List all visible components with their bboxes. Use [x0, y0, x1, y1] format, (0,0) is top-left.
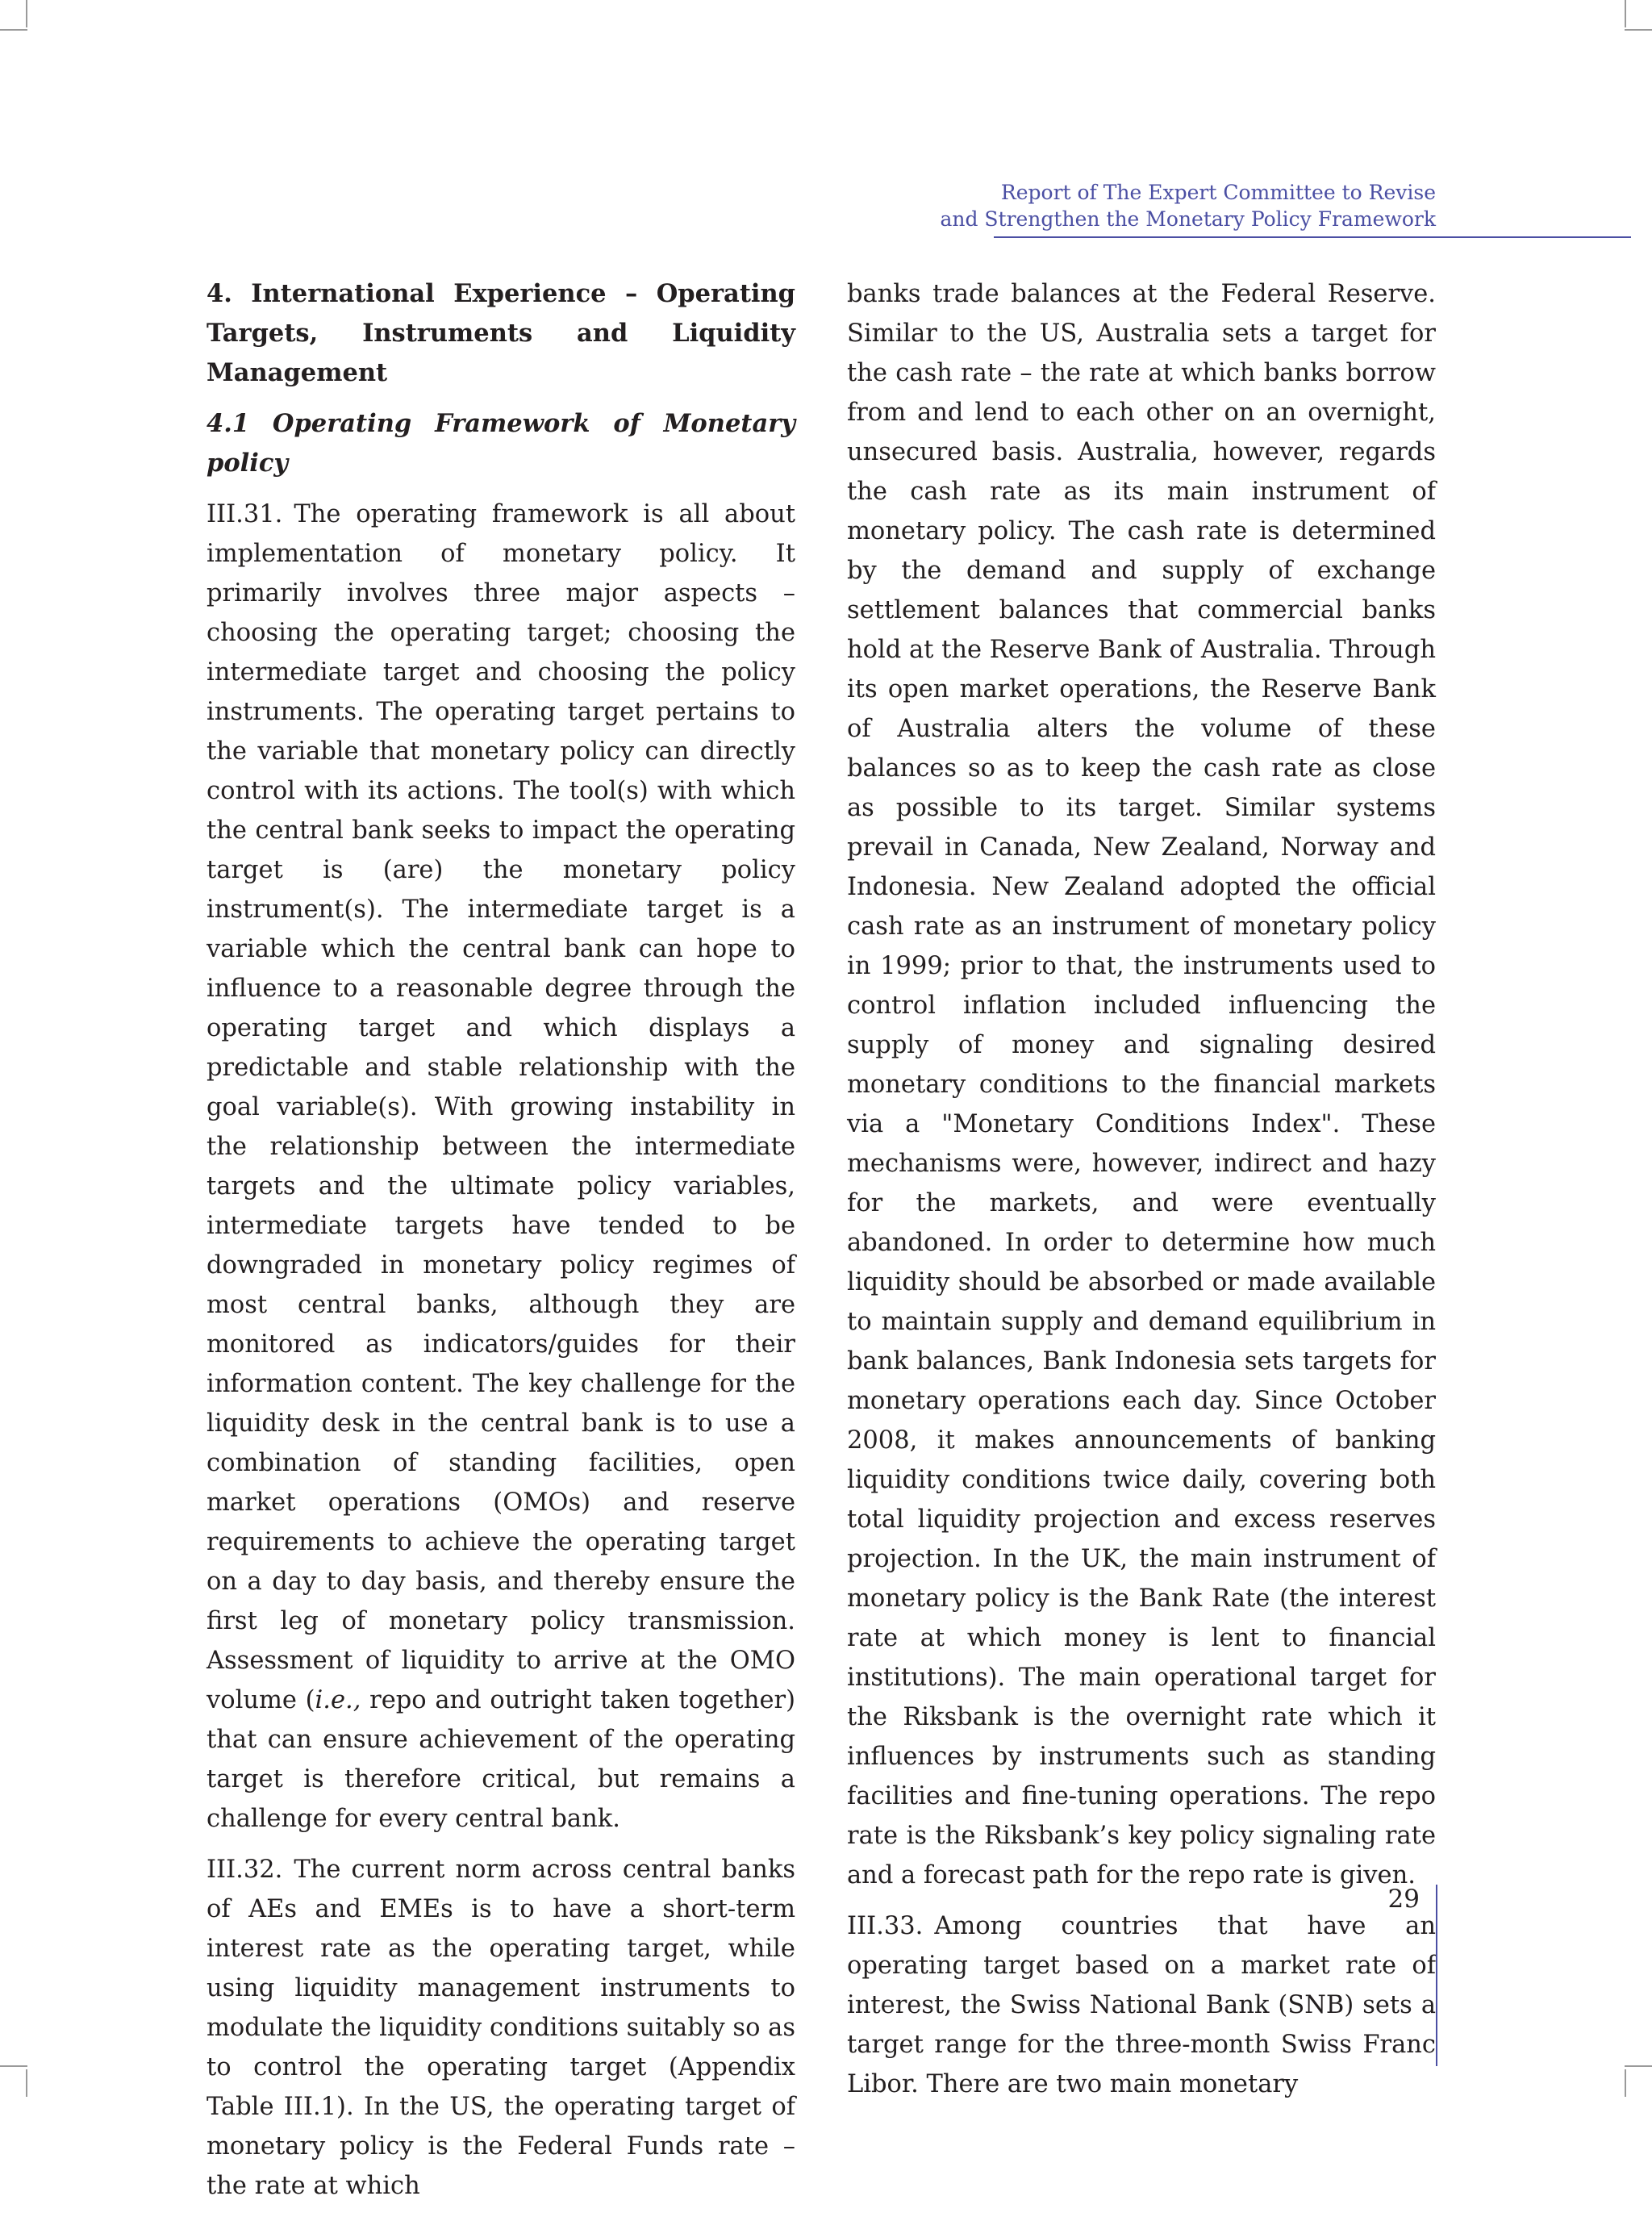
crop-mark: [26, 2069, 27, 2097]
paragraph-text: repo and outright taken together) that can ensure achievement of the operating target is therefore critical, but remains a challenge for every central bank.: [206, 1686, 795, 1833]
crop-mark: [26, 0, 27, 27]
running-header: [940, 179, 1436, 232]
paragraph-italic-text: i.e.,: [315, 1686, 361, 1714]
paragraph-text: The current norm across central banks of AEs and EMEs is to have a short-term interest rate as the operating target, while using liquidity management instruments to modulate the liquidity conditions suitably so as to control the operating target (Appendix Table III.1). In the US, the operating target of monetary policy is the Federal Funds rate – the rate at which: [206, 1856, 795, 2200]
crop-mark: [1625, 2069, 1626, 2097]
crop-mark: [1625, 2065, 1652, 2067]
subsection-heading: 4.1 Operating Framework of Monetary policy: [206, 409, 795, 478]
left-column: [206, 274, 795, 2217]
crop-mark: [0, 2065, 27, 2067]
crop-mark: [1625, 0, 1626, 27]
crop-mark: [1625, 29, 1652, 31]
paragraph-iii-31: [206, 495, 795, 1839]
page-number: 29: [1387, 1885, 1420, 1914]
paragraph-number: III.32.: [206, 1856, 283, 1884]
running-header-line-2: and Strengthen the Monetary Policy Framework: [940, 207, 1436, 231]
running-header-line-1: Report of The Expert Committee to Revise: [1000, 181, 1436, 204]
header-rule: [994, 236, 1631, 238]
paragraph-text: Among countries that have an operating target based on a market rate of interest, the Swiss National Bank (SNB) sets a target range for the three-month Swiss Franc Libor. There are two main monetary: [847, 1912, 1436, 2098]
paragraph-number: III.33.: [847, 1912, 924, 1940]
section-heading: 4. International Experience – Operating Targets, Instruments and Liquidity Management: [206, 279, 795, 387]
paragraph-number: III.31.: [206, 500, 283, 528]
paragraph-iii-32: [206, 1850, 795, 2206]
page-number-rule: [1436, 1885, 1437, 2066]
paragraph-text: The operating framework is all about implementation of monetary policy. It primarily involves three major aspects – choosing the operating target; choosing the intermediate target and choosing the policy instruments. The operating target pertains to the variable that monetary policy can directly control with its actions. The tool(s) with which the central bank seeks to impact the operating target is (are) the monetary policy instrument(s). The intermediate target is a variable which the central bank can hope to influence to a reasonable degree through the operating target and which displays a predictable and stable relationship with the goal variable(s). With growing instability in the relationship between the intermediate targets and the ultimate policy variables, intermediate targets have tended to be downgraded in monetary policy regimes of most central banks, although they are monitored as indicators/guides for their information content. The key challenge for the liquidity desk in the central bank is to use a combination of standing facilities, open market operations (OMOs) and reserve requirements to achieve the operating target on a day to day basis, and thereby ensure the first leg of monetary policy transmission. Assessment of liquidity to arrive at the OMO volume (: [206, 500, 795, 1714]
right-column: [847, 274, 1436, 2115]
paragraph-iii-33: [847, 1906, 1436, 2104]
crop-mark: [0, 29, 27, 31]
paragraph-iii-32-continued: banks trade balances at the Federal Reserve. Similar to the US, Australia sets a target for the cash rate – the rate at which banks borrow from and lend to each other on an overnight, unsecured basis. Australia, however, regards the cash rate as its main instrument of monetary policy. The cash rate is determined by the demand and supply of exchange settlement balances that commercial banks hold at the Reserve Bank of Australia. Through its open market operations, the Reserve Bank of Australia alters the volume of these balances so as to keep the cash rate as close as possible to its target. Similar systems prevail in Canada, New Zealand, Norway and Indonesia. New Zealand adopted the official cash rate as an instrument of monetary policy in 1999; prior to that, the instruments used to control inflation included influencing the supply of money and signaling desired monetary conditions to the financial markets via a "Monetary Conditions Index". These mechanisms were, however, indirect and hazy for the markets, and were eventually abandoned. In order to determine how much liquidity should be absorbed or made available to maintain supply and demand equilibrium in bank balances, Bank Indonesia sets targets for monetary operations each day. Since October 2008, it makes announcements of banking liquidity conditions twice daily, covering both total liquidity projection and excess reserves projection. In the UK, the main instrument of monetary policy is the Bank Rate (the interest rate at which money is lent to financial institutions). The main operational target for the Riksbank is the overnight rate which it influences by instruments such as standing facilities and fine-tuning operations. The repo rate is the Riksbank’s key policy signaling rate and a forecast path for the repo rate is given.: [847, 280, 1436, 1889]
